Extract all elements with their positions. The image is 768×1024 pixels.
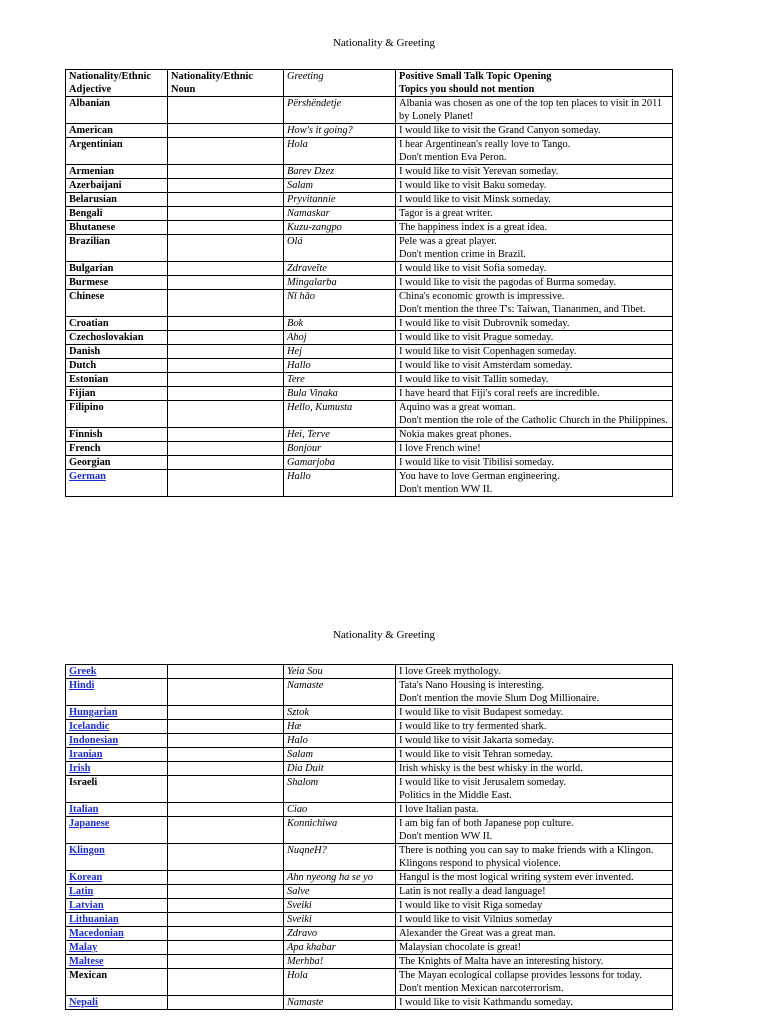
topic-cell: I would like to visit Jakarta someday. xyxy=(396,734,673,748)
table-row xyxy=(66,359,673,373)
table-body xyxy=(66,665,673,1010)
greeting-cell: Merhba! xyxy=(284,955,396,969)
nationality-noun xyxy=(168,331,284,345)
greeting-cell: Zdravo xyxy=(284,927,396,941)
topic-cell: I have heard that Fiji's coral reefs are incredible. xyxy=(396,387,673,401)
topic-cell: I would like to visit Tehran someday. xyxy=(396,748,673,762)
greeting-cell: Yeia Sou xyxy=(284,665,396,679)
nationality-adjective: Armenian xyxy=(66,165,168,179)
table-row xyxy=(66,97,673,124)
nationality-adjective: American xyxy=(66,124,168,138)
table-row xyxy=(66,262,673,276)
topic-cell: I would like to visit Minsk someday. xyxy=(396,193,673,207)
topic-cell: I would like to visit Riga someday xyxy=(396,899,673,913)
page-title: Nationality & Greeting xyxy=(332,629,436,641)
topic-cell: I would like to visit Tibilisi someday. xyxy=(396,456,673,470)
table-row xyxy=(66,331,673,345)
table-row xyxy=(66,290,673,317)
greeting-cell: Namaste xyxy=(284,996,396,1010)
nationality-link[interactable]: Greek xyxy=(66,665,168,679)
greeting-cell: Hej xyxy=(284,345,396,359)
nationality-noun xyxy=(168,941,284,955)
topic-cell: I would like to visit Budapest someday. xyxy=(396,706,673,720)
table-row xyxy=(66,428,673,442)
greeting-cell: Ahoj xyxy=(284,331,396,345)
nationality-noun xyxy=(168,276,284,290)
topic-cell: I would like to visit Copenhagen someday. xyxy=(396,345,673,359)
nationality-noun xyxy=(168,969,284,996)
greeting-cell: Bula Vinaka xyxy=(284,387,396,401)
table-row xyxy=(66,927,673,941)
greeting-cell: Apa khabar xyxy=(284,941,396,955)
topic-cell: There is nothing you can say to make friends with a Klingon. Klingons respond to physical violence. xyxy=(396,844,673,871)
nationality-link[interactable]: Latvian xyxy=(66,899,168,913)
nationality-noun xyxy=(168,913,284,927)
nationality-noun xyxy=(168,679,284,706)
topic-cell: Pele was a great player. Don't mention crime in Brazil. xyxy=(396,235,673,262)
greeting-cell: Hallo xyxy=(284,470,396,497)
greeting-cell: Salam xyxy=(284,748,396,762)
nationality-adjective: Argentinian xyxy=(66,138,168,165)
nationality-noun xyxy=(168,124,284,138)
table-header-row xyxy=(66,70,673,97)
topic-cell: I love Greek mythology. xyxy=(396,665,673,679)
nationality-noun xyxy=(168,706,284,720)
topic-cell: I would like to visit Prague someday. xyxy=(396,331,673,345)
table-row xyxy=(66,679,673,706)
table-row xyxy=(66,193,673,207)
nationality-link[interactable]: Italian xyxy=(66,803,168,817)
nationality-adjective: Azerbaijani xyxy=(66,179,168,193)
nationality-adjective: French xyxy=(66,442,168,456)
nationality-noun xyxy=(168,817,284,844)
greeting-cell: Shalom xyxy=(284,776,396,803)
nationality-noun xyxy=(168,165,284,179)
nationality-adjective: Danish xyxy=(66,345,168,359)
header-greeting: Greeting xyxy=(284,70,396,97)
table-row xyxy=(66,665,673,679)
greeting-cell: Tere xyxy=(284,373,396,387)
greeting-cell: Hæ xyxy=(284,720,396,734)
nationality-noun xyxy=(168,899,284,913)
topic-cell: I would like to visit Baku someday. xyxy=(396,179,673,193)
nationality-noun xyxy=(168,996,284,1010)
topic-cell: I would like to visit Kathmandu someday. xyxy=(396,996,673,1010)
nationality-link[interactable]: Macedonian xyxy=(66,927,168,941)
nationality-adjective: Bengali xyxy=(66,207,168,221)
topic-cell: Tata's Nano Housing is interesting. Don't mention the movie Slum Dog Millionaire. xyxy=(396,679,673,706)
nationality-noun xyxy=(168,262,284,276)
table-row xyxy=(66,803,673,817)
nationality-adjective: Filipino xyxy=(66,401,168,428)
topic-cell: Alexander the Great was a great man. xyxy=(396,927,673,941)
nationality-noun xyxy=(168,221,284,235)
greeting-cell: Hello, Kumusta xyxy=(284,401,396,428)
topic-cell: Irish whisky is the best whisky in the world. xyxy=(396,762,673,776)
nationality-link[interactable]: Klingon xyxy=(66,844,168,871)
greeting-cell: Salam xyxy=(284,179,396,193)
topic-cell: You have to love German engineering. Don't mention WW II. xyxy=(396,470,673,497)
table-row xyxy=(66,871,673,885)
table-row xyxy=(66,387,673,401)
greeting-cell: Nǐ hǎo xyxy=(284,290,396,317)
table-row xyxy=(66,138,673,165)
nationality-noun xyxy=(168,428,284,442)
nationality-noun xyxy=(168,885,284,899)
topic-cell: Nokia makes great phones. xyxy=(396,428,673,442)
nationality-adjective: Albanian xyxy=(66,97,168,124)
topic-cell: I would like to visit Jerusalem someday. Politics in the Middle East. xyxy=(396,776,673,803)
topic-cell: Malaysian chocolate is great! xyxy=(396,941,673,955)
nationality-adjective: Dutch xyxy=(66,359,168,373)
topic-cell: I hear Argentinean's really love to Tango. Don't mention Eva Peron. xyxy=(396,138,673,165)
greeting-cell: Namaste xyxy=(284,679,396,706)
greeting-cell: Namaskar xyxy=(284,207,396,221)
topic-cell: I would like to visit Sofia someday. xyxy=(396,262,673,276)
greeting-cell: Barev Dzez xyxy=(284,165,396,179)
nationality-noun xyxy=(168,955,284,969)
table-row xyxy=(66,776,673,803)
greeting-cell: Bok xyxy=(284,317,396,331)
topic-cell: I would like to visit Amsterdam someday. xyxy=(396,359,673,373)
header-noun: Nationality/Ethnic Noun xyxy=(168,70,284,97)
nationality-noun xyxy=(168,193,284,207)
topic-cell: I love French wine! xyxy=(396,442,673,456)
table-row xyxy=(66,885,673,899)
greeting-cell: Bonjour xyxy=(284,442,396,456)
topic-cell: Latin is not really a dead language! xyxy=(396,885,673,899)
greeting-cell: How's it going? xyxy=(284,124,396,138)
table-row xyxy=(66,165,673,179)
greeting-cell: Halo xyxy=(284,734,396,748)
nationality-noun xyxy=(168,762,284,776)
table-row xyxy=(66,470,673,497)
nationality-noun xyxy=(168,373,284,387)
table-row xyxy=(66,941,673,955)
nationality-adjective: Croatian xyxy=(66,317,168,331)
topic-cell: I would like to visit the pagodas of Burma someday. xyxy=(396,276,673,290)
nationality-link[interactable]: Icelandic xyxy=(66,720,168,734)
nationality-noun xyxy=(168,345,284,359)
topic-cell: I would like to visit the Grand Canyon someday. xyxy=(396,124,673,138)
topic-cell: I would like to visit Vilnius someday xyxy=(396,913,673,927)
greeting-cell: Hola xyxy=(284,969,396,996)
nationality-noun xyxy=(168,470,284,497)
topic-cell: The Mayan ecological collapse provides lessons for today. Don't mention Mexican narcoterrorism. xyxy=(396,969,673,996)
nationality-adjective: Belarusian xyxy=(66,193,168,207)
table-row xyxy=(66,235,673,262)
nationality-adjective: Israeli xyxy=(66,776,168,803)
nationality-noun xyxy=(168,734,284,748)
topic-cell: I would like to try fermented shark. xyxy=(396,720,673,734)
page-title: Nationality & Greeting xyxy=(332,37,436,49)
greeting-cell: Olá xyxy=(284,235,396,262)
table-row xyxy=(66,706,673,720)
nationality-link[interactable]: Irish xyxy=(66,762,168,776)
table-row xyxy=(66,748,673,762)
table-row xyxy=(66,762,673,776)
greeting-cell: Hallo xyxy=(284,359,396,373)
table-row xyxy=(66,969,673,996)
greeting-cell: Salve xyxy=(284,885,396,899)
nationality-link[interactable]: Indonesian xyxy=(66,734,168,748)
table-row xyxy=(66,401,673,428)
nationality-link[interactable]: Hungarian xyxy=(66,706,168,720)
table-row xyxy=(66,179,673,193)
table-row xyxy=(66,817,673,844)
greeting-cell: Ciao xyxy=(284,803,396,817)
nationality-adjective: Czechoslovakian xyxy=(66,331,168,345)
nationality-link[interactable]: Lithuanian xyxy=(66,913,168,927)
greeting-cell: NuqneH? xyxy=(284,844,396,871)
topic-cell: Aquino was a great woman. Don't mention the role of the Catholic Church in the Philippines. xyxy=(396,401,673,428)
topic-cell: I am big fan of both Japanese pop culture. Don't mention WW II. xyxy=(396,817,673,844)
nationality-noun xyxy=(168,317,284,331)
nationality-noun xyxy=(168,235,284,262)
table-row xyxy=(66,844,673,871)
nationality-noun xyxy=(168,442,284,456)
table-row xyxy=(66,734,673,748)
topic-cell: The Knights of Malta have an interesting history. xyxy=(396,955,673,969)
nationality-link[interactable]: Maltese xyxy=(66,955,168,969)
topic-cell: Tagor is a great writer. xyxy=(396,207,673,221)
table-row xyxy=(66,276,673,290)
nationality-table xyxy=(65,69,673,497)
nationality-noun xyxy=(168,387,284,401)
nationality-link[interactable]: Hindi xyxy=(66,679,168,706)
nationality-noun xyxy=(168,179,284,193)
topic-cell: China's economic growth is impressive. Don't mention the three T's: Taiwan, Tiananmen, and Tibet. xyxy=(396,290,673,317)
table-row xyxy=(66,124,673,138)
greeting-cell: Përshëndetje xyxy=(284,97,396,124)
header-adjective: Nationality/Ethnic Adjective xyxy=(66,70,168,97)
nationality-link[interactable]: Japanese xyxy=(66,817,168,844)
nationality-noun xyxy=(168,359,284,373)
greeting-cell: Hola xyxy=(284,138,396,165)
greeting-cell: Sveiki xyxy=(284,899,396,913)
table-row xyxy=(66,456,673,470)
nationality-noun xyxy=(168,138,284,165)
greeting-cell: Gamarjoba xyxy=(284,456,396,470)
table-row xyxy=(66,317,673,331)
topic-cell: I would like to visit Yerevan someday. xyxy=(396,165,673,179)
greeting-cell: Zdraveĭte xyxy=(284,262,396,276)
nationality-noun xyxy=(168,665,284,679)
nationality-noun xyxy=(168,207,284,221)
nationality-adjective: Mexican xyxy=(66,969,168,996)
table-row xyxy=(66,373,673,387)
nationality-link[interactable]: Iranian xyxy=(66,748,168,762)
nationality-noun xyxy=(168,97,284,124)
greeting-cell: Konnichiwa xyxy=(284,817,396,844)
nationality-noun xyxy=(168,748,284,762)
table-row xyxy=(66,207,673,221)
nationality-noun xyxy=(168,401,284,428)
nationality-adjective: Bhutanese xyxy=(66,221,168,235)
table-row xyxy=(66,720,673,734)
nationality-adjective: Georgian xyxy=(66,456,168,470)
topic-cell: I would like to visit Tallin someday. xyxy=(396,373,673,387)
topic-cell: The happiness index is a great idea. xyxy=(396,221,673,235)
nationality-link[interactable]: Nepali xyxy=(66,996,168,1010)
nationality-table-continued xyxy=(65,664,673,1010)
table-row xyxy=(66,996,673,1010)
greeting-cell: Hei, Terve xyxy=(284,428,396,442)
nationality-noun xyxy=(168,844,284,871)
nationality-adjective: Bulgarian xyxy=(66,262,168,276)
greeting-cell: Ahn nyeong ha se yo xyxy=(284,871,396,885)
topic-cell: I would like to visit Dubrovnik someday. xyxy=(396,317,673,331)
table-row xyxy=(66,442,673,456)
nationality-link[interactable]: Malay xyxy=(66,941,168,955)
topic-cell: Hangul is the most logical writing system ever invented. xyxy=(396,871,673,885)
nationality-adjective: Burmese xyxy=(66,276,168,290)
nationality-noun xyxy=(168,456,284,470)
topic-cell: Albania was chosen as one of the top ten places to visit in 2011 by Lonely Planet! xyxy=(396,97,673,124)
table-body xyxy=(66,97,673,497)
greeting-cell: Dia Duit xyxy=(284,762,396,776)
table-row xyxy=(66,955,673,969)
nationality-noun xyxy=(168,871,284,885)
greeting-cell: Sztok xyxy=(284,706,396,720)
nationality-link[interactable]: German xyxy=(66,470,168,497)
table-row xyxy=(66,345,673,359)
topic-cell: I love Italian pasta. xyxy=(396,803,673,817)
nationality-link[interactable]: Latin xyxy=(66,885,168,899)
nationality-adjective: Estonian xyxy=(66,373,168,387)
table-row xyxy=(66,899,673,913)
nationality-adjective: Chinese xyxy=(66,290,168,317)
table-row xyxy=(66,221,673,235)
greeting-cell: Mingalarba xyxy=(284,276,396,290)
nationality-noun xyxy=(168,720,284,734)
table-row xyxy=(66,913,673,927)
nationality-adjective: Brazilian xyxy=(66,235,168,262)
greeting-cell: Kuzu-zangpo xyxy=(284,221,396,235)
greeting-cell: Pryvitannie xyxy=(284,193,396,207)
nationality-noun xyxy=(168,927,284,941)
nationality-noun xyxy=(168,803,284,817)
nationality-noun xyxy=(168,290,284,317)
nationality-adjective: Finnish xyxy=(66,428,168,442)
nationality-adjective: Fijian xyxy=(66,387,168,401)
greeting-cell: Sveiki xyxy=(284,913,396,927)
nationality-link[interactable]: Korean xyxy=(66,871,168,885)
nationality-noun xyxy=(168,776,284,803)
header-topic: Positive Small Talk Topic Opening Topics you should not mention xyxy=(396,70,673,97)
